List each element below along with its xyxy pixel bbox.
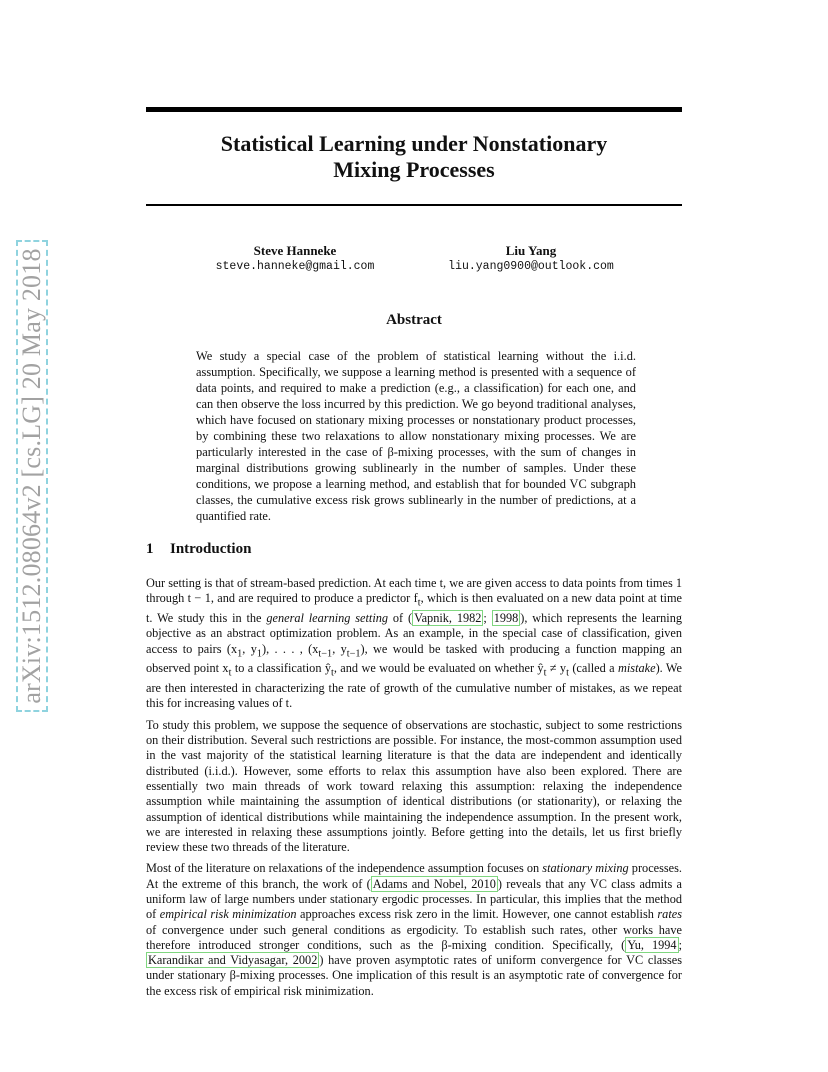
section-heading (146, 541, 251, 558)
arxiv-identifier[interactable]: arXiv:1512.08064v2 [cs.LG] 20 May 2018 (17, 248, 46, 704)
citation-link[interactable]: Adams and Nobel, 2010 (372, 876, 496, 891)
author-name: Liu Yang (505, 243, 557, 258)
top-rule (146, 107, 682, 112)
section-number: 1 (146, 541, 154, 557)
author-block-1 (200, 243, 390, 274)
citation-link[interactable]: 1998 (493, 611, 519, 626)
section-body (146, 576, 682, 1005)
title-bottom-rule (146, 204, 682, 206)
citation-link[interactable]: Vapnik, 1982 (414, 611, 482, 626)
author-email[interactable]: steve.hanneke@gmail.com (215, 260, 375, 273)
paragraph-3: Most of the literature on relaxations of the independence assumption focuses on stationary mixing processes. At the extreme of this branch, the work of ( Adams and Nobel, 2010 ) reveals that any VC class admits a uniform law of large numbers under stationary ergodic processes. In particular, this implies that the method of empirical risk minimization approaches excess risk zero in the limit. However, one cannot establish rates of convergence under such general conditions as ergodicity. To establish such rates, other works have therefore introduced stronger conditions, such as the β-mixing condition. Specifically, ( Yu, 1994 ; Karandikar and Vidyasagar, 2002 ) have proven asymptotic rates of uniform convergence for VC classes under stationary β-mixing processes. One implication of this result is an asymptotic rate of convergence for the excess risk of empirical risk minimization. (146, 861, 683, 998)
abstract-text: We study a special case of the problem of statistical learning without the i.i.d. assumption. Specifically, we suppose a learning method is presented with a sequence of data points, and required to make a prediction (e.g., a classification) for each one, and can then observe the loss incurred by this prediction. We go beyond traditional analyses, which have focused on stationary mixing processes or nonstationary product processes, by combining these two relaxations to allow nonstationary mixing processes. We are particularly interested in the case of β-mixing processes, with the sum of changes in marginal distributions growing sublinearly in the number of samples. Under these conditions, we propose a learning method, and establish that for bounded VC subgraph classes, the cumulative excess risk grows sublinearly in the number of predictions, at a quantified rate. (196, 349, 636, 523)
title-line-1: Statistical Learning under Nonstationary (220, 131, 608, 156)
paragraph-1: Our setting is that of stream-based prediction. At each time t, we are given access to data points from times 1 through t − 1, and are required to produce a predictor $f_t$, which is then evaluated on a new data point at time t. We study this in the general learning setting of ( Vapnik, 1982 ; 1998 ), which represents the learning objective as an abstract optimization problem. As an example, in the special case of classification, given access to pairs ($x_1$, $y_1$), . . . , ($x_{t-1}$, $y_{t-1}$), we would be tasked with producing a function mapping an observed point $x_t$ to a classification $ŷ_t$, and we would be evaluated on whether $ŷ_t \ne y_t$ (called a mistake). We are then interested in characterizing the rate of growth of the cumulative number of mistakes, as we repeat this for increasing values of t. (146, 576, 683, 711)
author-name: Steve Hanneke (253, 243, 337, 258)
author-email[interactable]: liu.yang0900@outlook.com (448, 260, 614, 273)
title-line-2: Mixing Processes (333, 157, 495, 182)
citation-link[interactable]: Yu, 1994 (627, 937, 677, 952)
abstract-heading: Abstract (386, 312, 442, 328)
author-block-2 (436, 243, 626, 274)
paper-title (146, 131, 682, 183)
citation-link[interactable]: Karandikar and Vidyasagar, 2002 (148, 953, 318, 968)
section-title: Introduction (170, 541, 252, 557)
paragraph-2: To study this problem, we suppose the sequence of observations are stochastic, subject to some restrictions on their distribution. Several such restrictions are possible. For instance, the most-common assumption used in the vast majority of the statistical learning literature is that the data are independent and identically distributed (i.i.d.). However, some efforts to relax this assumption have also been explored. There are essentially two main threads of work toward relaxing this assumption: relaxing the independence assumption while maintaining the assumption of identical distributions (or stationarity), or relaxing the assumption of identical distributions while maintaining the independence assumption. In the present work, we are interested in relaxing these assumptions jointly. Before getting into the details, let us first briefly review these two threads of the literature. (146, 717, 682, 855)
